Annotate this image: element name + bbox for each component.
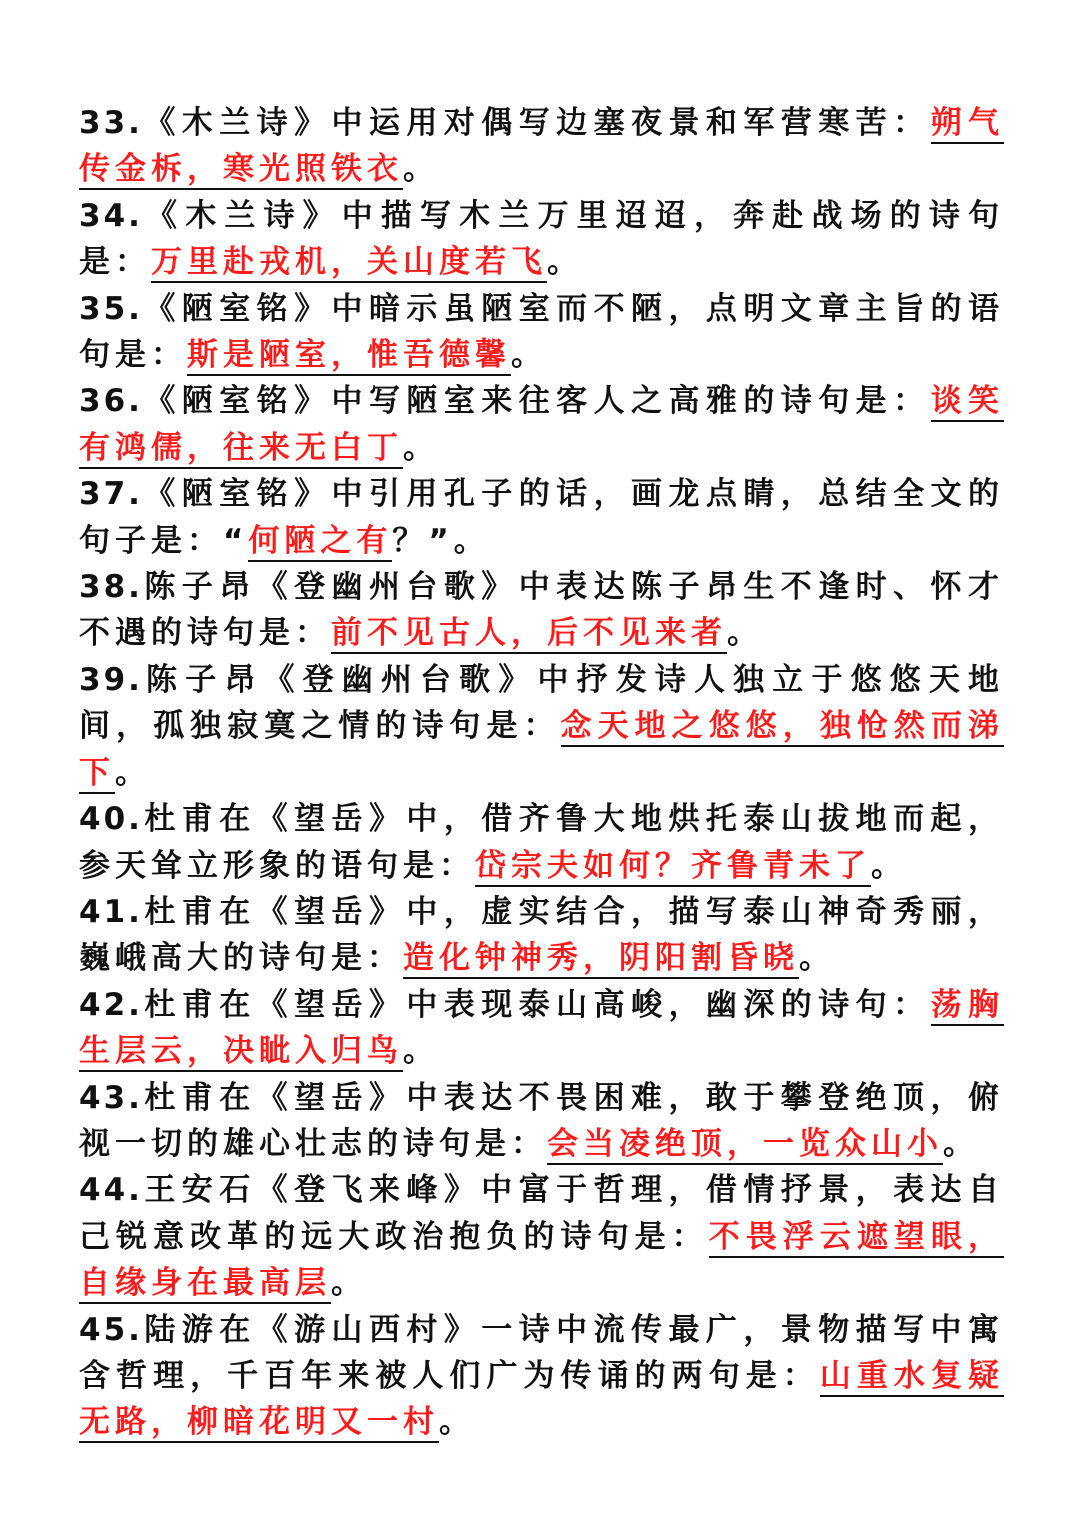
list-item: [79, 889, 1004, 982]
item-number: 39.: [79, 661, 143, 698]
item-answer: 岱宗夫如何？齐鲁青未了: [475, 848, 871, 887]
item-ending: 。: [799, 940, 835, 977]
item-question: 杜甫在《望岳》中，借齐鲁大地烘托泰山拔地而起，参天耸立形象的语句是：: [79, 801, 1004, 884]
item-answer: 谈笑有鸿儒，往来无白丁: [79, 383, 1004, 468]
item-ending: 。: [331, 1265, 367, 1302]
list-item: [79, 378, 1004, 471]
fill-in-blank-list: [79, 100, 1004, 1446]
item-ending: 。: [403, 1033, 439, 1070]
list-item: [79, 471, 1004, 564]
item-number: 44.: [79, 1172, 143, 1209]
list-item: [79, 1307, 1004, 1446]
item-answer: 荡胸生层云，决眦入归鸟: [79, 987, 1004, 1072]
item-question: 《陋室铭》中写陋室来往客人之高雅的诗句是：: [142, 383, 931, 420]
list-item: [79, 193, 1004, 286]
item-answer: 朔气传金柝，寒光照铁衣: [79, 105, 1004, 190]
item-question: 杜甫在《望岳》中表现泰山高峻，幽深的诗句：: [142, 986, 931, 1023]
item-ending: 。: [511, 337, 547, 374]
item-ending: 。: [871, 847, 907, 884]
list-item: [79, 796, 1004, 889]
item-question: 陈子昂《登幽州台歌》中表达陈子昂生不逢时、怀才不遇的诗句是：: [79, 569, 1004, 652]
item-question: 杜甫在《望岳》中，虚实结合，描写泰山神奇秀丽，巍峨高大的诗句是：: [79, 893, 1004, 977]
item-number: 37.: [79, 476, 143, 513]
item-number: 43.: [79, 1079, 143, 1116]
item-number: 38.: [79, 569, 143, 606]
item-answer: 不畏浮云遮望眼，自缘身在最高层: [79, 1219, 1004, 1304]
item-ending: 。: [943, 1125, 979, 1162]
item-number: 33.: [79, 105, 143, 141]
item-number: 45.: [79, 1311, 143, 1348]
item-question: 《木兰诗》中描写木兰万里迢迢，奔赴战场的诗句是：: [79, 197, 1004, 281]
item-number: 34.: [79, 197, 143, 234]
item-ending: 。: [115, 754, 151, 791]
item-answer: 前不见古人，后不见来者: [331, 615, 727, 654]
list-item: [79, 286, 1004, 379]
item-question: 《陋室铭》中引用孔子的话，画龙点睛，总结全文的句子是：“: [79, 476, 1004, 559]
item-number: 35.: [79, 290, 143, 327]
item-question: 陈子昂《登幽州台歌》中抒发诗人独立于悠悠天地间，孤独寂寞之情的诗句是：: [79, 661, 1004, 745]
item-number: 41.: [79, 893, 143, 930]
list-item: [79, 564, 1004, 657]
item-question: 《木兰诗》中运用对偶写边塞夜景和军营寒苦：: [142, 105, 931, 141]
item-answer: 斯是陋室，惟吾德馨: [187, 337, 511, 376]
list-item: [79, 657, 1004, 796]
item-number: 40.: [79, 801, 143, 838]
item-ending: 。: [403, 429, 439, 466]
list-item: [79, 1075, 1004, 1168]
item-number: 42.: [79, 986, 143, 1023]
item-answer: 会当凌绝顶，一览众山小: [547, 1126, 943, 1165]
item-ending: 。: [403, 151, 439, 188]
item-answer: 万里赴戎机，关山度若飞: [151, 244, 547, 283]
item-question: 《陋室铭》中暗示虽陋室而不陋，点明文章主旨的语句是：: [79, 290, 1004, 374]
item-question: 王安石《登飞来峰》中富于哲理，借情抒景，表达自己锐意改革的远大政治抱负的诗句是：: [79, 1172, 1004, 1255]
item-answer: 山重水复疑无路，柳暗花明又一村: [79, 1358, 1004, 1443]
list-item: [79, 100, 1004, 193]
item-answer: 念天地之悠悠，独怆然而涕下: [79, 708, 1004, 793]
item-ending: 。: [439, 1404, 475, 1441]
item-ending: ？”。: [392, 522, 490, 559]
item-ending: 。: [727, 615, 763, 652]
item-ending: 。: [547, 244, 583, 281]
item-question: 陆游在《游山西村》一诗中流传最广，景物描写中寓含哲理，千百年来被人们广为传诵的两句是：: [79, 1311, 1004, 1394]
item-answer: 何陋之有: [248, 523, 392, 562]
item-number: 36.: [79, 383, 143, 420]
item-question: 杜甫在《望岳》中表达不畏困难，敢于攀登绝顶，俯视一切的雄心壮志的诗句是：: [79, 1079, 1004, 1162]
list-item: [79, 982, 1004, 1075]
item-answer: 造化钟神秀，阴阳割昏晓: [403, 940, 799, 979]
list-item: [79, 1167, 1004, 1306]
